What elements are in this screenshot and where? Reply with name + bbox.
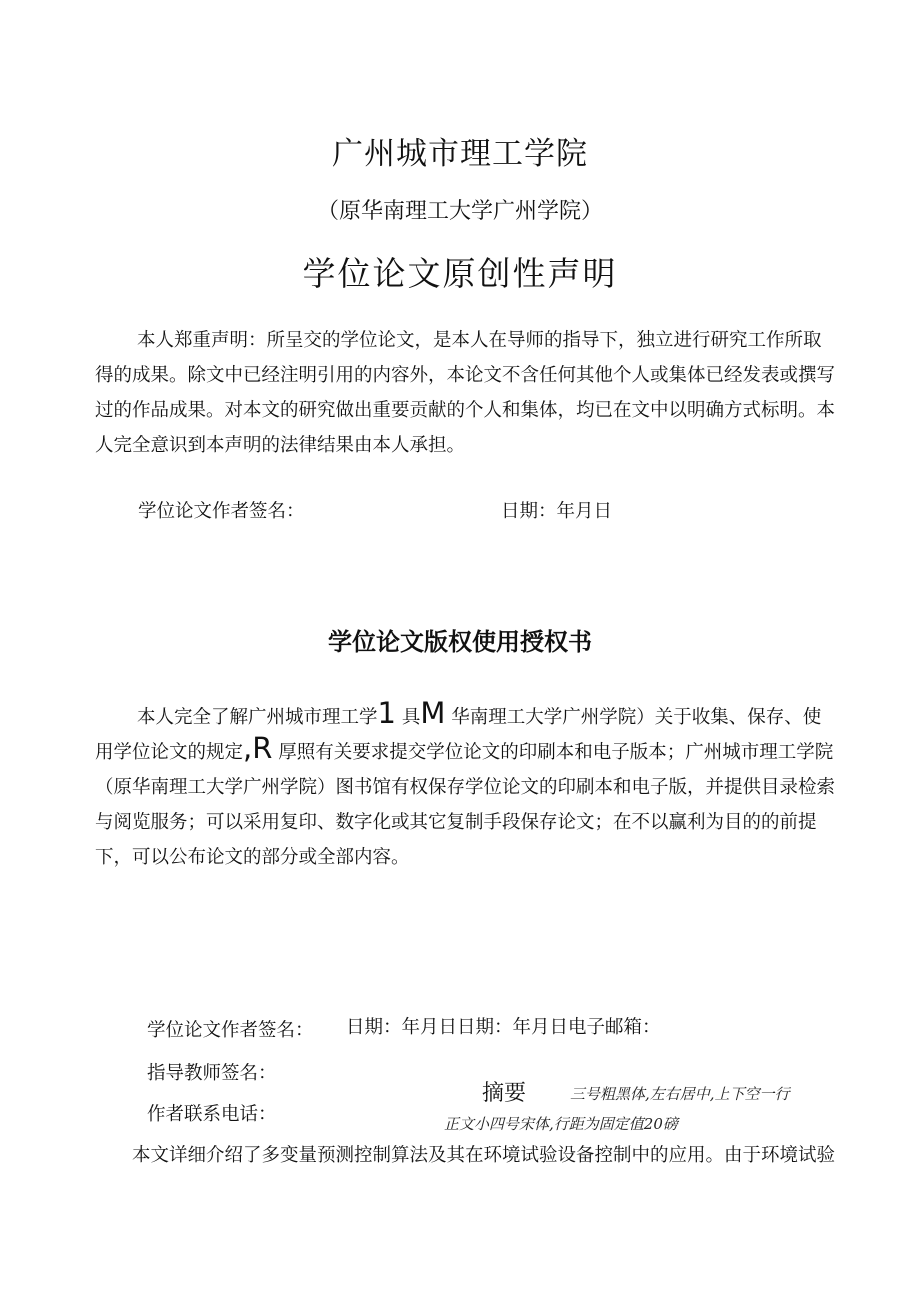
authorization-seg3: 华南理工大学广州学院）关于收集、保存、使用学位论文的规定 [95, 707, 822, 763]
abstract-heading: 摘要 [482, 1081, 527, 1106]
declaration-date-label: 日期：年月日 [501, 501, 613, 522]
author-signature-label-2: 学位论文作者签名： [147, 1020, 314, 1041]
abstract-format-note-2: 正文小四号宋体,行距为固定值20磅 [444, 1115, 678, 1133]
dates-email-line: 日期：年月日日期：年月日电子邮箱： [346, 1017, 661, 1038]
authorization-seg4: 厚照有关要求提交学位论文的印刷本和电子版本；广州城市理工学院（原华南理工大学广州学院）图书馆有权保存学位论文的印刷本和电子版，并提供目录检索与阅览服务；可以采用复印、数字化或其它复制手段保存论文；在不以赢利为目的的前提下，可以公布论文的部分或全部内容。 [95, 742, 836, 868]
abstract-format-note-1: 三号粗黑体,左右居中,上下空一行 [570, 1085, 790, 1103]
authorization-body [95, 696, 836, 875]
authorization-glyph-2: M [420, 696, 446, 730]
declaration-body [95, 323, 835, 463]
authorization-glyph-3: ,R [243, 731, 273, 765]
authorization-title: 学位论文版权使用授权书 [328, 628, 592, 656]
authorization-seg2: 具 [401, 707, 421, 728]
authorization-glyph-1: 1 [377, 696, 396, 730]
abstract-first-line: 本文详细介绍了多变量预测控制算法及其在环境试验设备控制中的应用。由于环境试验 [132, 1145, 836, 1166]
declaration-title: 学位论文原创性声明 [302, 254, 618, 293]
school-name: 广州城市理工学院 [332, 136, 588, 172]
declaration-text: 本人郑重声明：所呈交的学位论文，是本人在导师的指导下，独立进行研究工作所取得的成果。除文中已经注明引用的内容外，本论文不含任何其他个人或集体已经发表或撰写过的作品成果。对本文的研究做出重要贡献的个人和集体，均已在文中以明确方式标明。本人完全意识到本声明的法律结果由本人承担。 [95, 330, 836, 456]
former-school-name: （原华南理工大学广州学院） [316, 199, 603, 224]
author-phone-label: 作者联系电话： [147, 1104, 277, 1125]
authorization-seg1: 本人完全了解广州城市理工学 [137, 707, 378, 728]
author-signature-label: 学位论文作者签名： [138, 501, 305, 522]
advisor-signature-label: 指导教师签名： [147, 1063, 277, 1084]
